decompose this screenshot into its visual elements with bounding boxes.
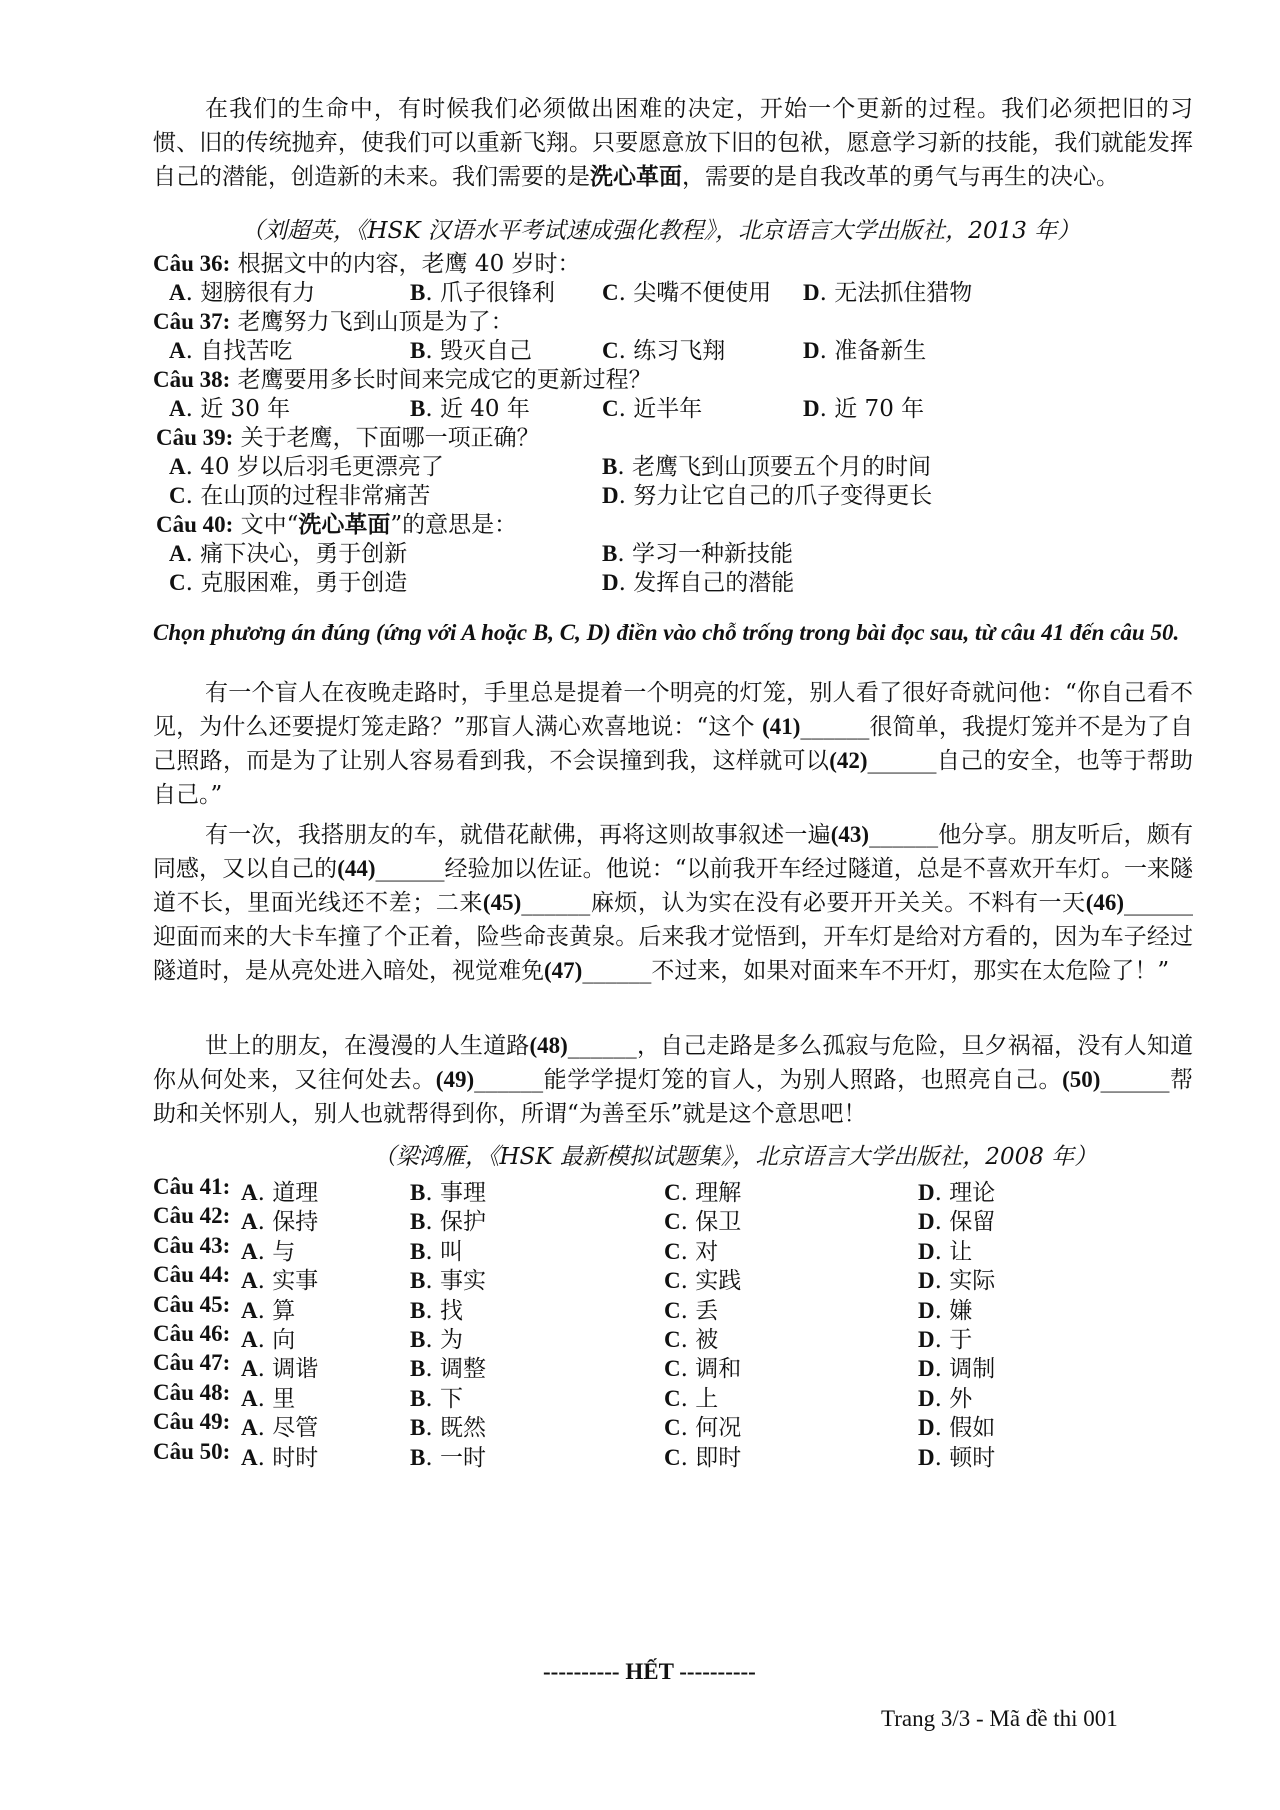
q46-option-a[interactable]: A. 向 [241,1327,296,1353]
cloze-instruction: Chọn phương án đúng (ứng với A hoặc B, C, D) điền vào chỗ trống trong bài đọc sau, từ câu 41 đến câu 50. [153,620,1180,645]
q48-option-c[interactable]: C. 上 [664,1385,719,1412]
q48-option-b[interactable]: B. 下 [410,1385,463,1412]
q42-option-d[interactable]: D. 保留 [918,1209,996,1236]
q43-option-b[interactable]: B. 叫 [410,1238,463,1265]
q40-option-c[interactable]: C. 克服困难，勇于创造 [169,570,408,596]
q43-option-c[interactable]: C. 对 [664,1238,719,1265]
q47-option-c[interactable]: C. 调和 [664,1356,742,1383]
q48-option-d[interactable]: D. 外 [918,1385,973,1412]
source-citation-1: （刘超英，《HSK 汉语水平考试速成强化教程》，北京语言大学出版社，2013 年） [241,218,1081,244]
q42-option-c[interactable]: C. 保卫 [664,1209,742,1236]
question-44: Câu 44: [153,1262,231,1288]
question-45: Câu 45: [153,1291,231,1317]
cloze-paragraph-3: 世上的朋友，在漫漫的人生道路(48)______，自己走路是多么孤寂与危险，旦夕祸福，没有人知道你从何处来，又往何处去。(49)______能学学提灯笼的盲人，为别人照路，也照亮自己。(50)______帮助和关怀别人，别人也就帮得到你，所谓“为善至乐”就是这个意思吧！ [153,1033,1194,1127]
intro-paragraph [153,92,1193,194]
q44-option-d[interactable]: D. 实际 [918,1268,996,1295]
q45-option-c[interactable]: C. 丢 [664,1297,719,1324]
intro-text-end: ，需要的是自我改革的勇气与再生的决心。 [682,164,1119,190]
q41-option-c[interactable]: C. 理解 [664,1180,742,1206]
q48-option-a[interactable]: A. 里 [241,1385,296,1412]
q50-option-a[interactable]: A. 时时 [241,1444,319,1471]
question-41: Câu 41: [153,1174,231,1199]
q46-option-c[interactable]: C. 被 [664,1327,719,1353]
q43-option-d[interactable]: D. 让 [918,1238,973,1265]
q44-option-c[interactable]: C. 实践 [664,1268,742,1295]
q36-option-c[interactable]: C. 尖嘴不便使用 [602,280,772,306]
q49-option-c[interactable]: C. 何况 [664,1415,742,1442]
q50-option-d[interactable]: D. 顿时 [918,1444,996,1471]
cloze-paragraph-1: 有一个盲人在夜晚走路时，手里总是提着一个明亮的灯笼，别人看了很好奇就问他：“你自己看不见，为什么还要提灯笼走路？”那盲人满心欢喜地说：“这个 (41)______很简单，我提灯笼并不是为了自己照路，而是为了让别人容易看到我，不会误撞到我，这样就可以(42)______自己的安全，也等于帮助自己。” [153,680,1194,808]
q39-option-c[interactable]: C. 在山顶的过程非常痛苦 [169,483,431,509]
question-42: Câu 42: [153,1203,231,1229]
q43-option-a[interactable]: A. 与 [241,1238,296,1265]
q39-option-d[interactable]: D. 努力让它自己的爪子变得更长 [602,483,933,509]
question-49: Câu 49: [153,1409,231,1435]
question-47: Câu 47: [153,1350,231,1376]
q36-option-a[interactable]: A. 翅膀很有力 [169,280,316,306]
question-40: Câu 40: 文中“洗心革面”的意思是： [156,511,518,538]
cloze-paragraph-2: 有一次，我搭朋友的车，就借花献佛，再将这则故事叙述一遍(43)______他分享。朋友听后，颇有同感，又以自己的(44)______经验加以佐证。他说：“以前我开车经过隧道，总是不喜欢开车灯。一来隧道不长，里面光线还不差；二来(45)______麻烦，认为实在没有必要开开关关。不料有一天(46)______迎面而来的大卡车撞了个正着，险些命丧黄泉。后来我才觉悟到，开车灯是给对方看的，因为车子经过隧道时，是从亮处进入暗处，视觉难免(47)______不过来，如果对面来车不开灯，那实在太危险了！” [153,822,1194,984]
intro-highlight: 洗心革面 [590,163,682,190]
q40-option-d[interactable]: D. 发挥自己的潜能 [602,570,795,596]
q42-option-a[interactable]: A. 保持 [241,1209,319,1236]
q44-option-a[interactable]: A. 实事 [241,1268,319,1295]
end-marker: ---------- HẾT ---------- [543,1659,756,1684]
q39-option-a[interactable]: A. 40 岁以后羽毛更漂亮了 [169,454,444,480]
q36-option-d[interactable]: D. 无法抓住猎物 [803,280,973,306]
q38-option-c[interactable]: C. 近半年 [602,396,703,422]
q38-option-b[interactable]: B. 近 40 年 [410,396,530,422]
q37-option-c[interactable]: C. 练习飞翔 [602,338,726,364]
q47-option-b[interactable]: B. 调整 [410,1356,486,1383]
q47-option-d[interactable]: D. 调制 [918,1356,996,1383]
q46-option-d[interactable]: D. 于 [918,1327,973,1353]
q40-option-b[interactable]: B. 学习一种新技能 [602,541,793,567]
question-36: Câu 36: 根据文中的内容，老鹰 40 岁时： [153,251,581,277]
q45-option-b[interactable]: B. 找 [410,1297,463,1324]
q37-option-d[interactable]: D. 准备新生 [803,338,927,364]
q41-option-a[interactable]: A. 道理 [241,1180,319,1206]
q37-option-a[interactable]: A. 自找苦吃 [169,338,293,364]
q40-option-a[interactable]: A. 痛下决心，勇于创新 [169,541,408,567]
q37-option-b[interactable]: B. 毁灭自己 [410,338,532,364]
q38-option-a[interactable]: A. 近 30 年 [169,396,291,422]
intro-text: 在我们的生命中，有时候我们必须做出困难的决定，开始一个更新的过程。我们必须把旧的习惯、旧的传统抛弃，使我们可以重新飞翔。只要愿意放下旧的包袱，愿意学习新的技能，我们就能发挥自己的潜能，创造新的未来。我们需要的是 [153,96,1193,190]
question-38: Câu 38: 老鹰要用多长时间来完成它的更新过程？ [153,367,652,393]
question-43: Câu 43: [153,1232,231,1258]
q38-option-d[interactable]: D. 近 70 年 [803,396,925,422]
q44-option-b[interactable]: B. 事实 [410,1268,486,1295]
q47-option-a[interactable]: A. 调谐 [241,1356,319,1383]
q49-option-b[interactable]: B. 既然 [410,1415,486,1442]
question-46: Câu 46: [153,1321,231,1346]
q45-option-a[interactable]: A. 算 [241,1297,296,1324]
question-48: Câu 48: [153,1379,231,1405]
q41-option-b[interactable]: B. 事理 [410,1180,486,1206]
q36-option-b[interactable]: B. 爪子很锋利 [410,280,555,306]
q46-option-b[interactable]: B. 为 [410,1327,463,1353]
q39-option-b[interactable]: B. 老鹰飞到山顶要五个月的时间 [602,454,931,480]
question-39: Câu 39: 关于老鹰，下面哪一项正确？ [156,425,540,451]
q42-option-b[interactable]: B. 保护 [410,1209,486,1236]
question-37: Câu 37: 老鹰努力飞到山顶是为了： [153,309,514,335]
q41-option-d[interactable]: D. 理论 [918,1180,996,1206]
q45-option-d[interactable]: D. 嫌 [918,1297,973,1324]
q49-option-d[interactable]: D. 假如 [918,1415,996,1442]
q50-option-b[interactable]: B. 一时 [410,1444,486,1471]
q50-option-c[interactable]: C. 即时 [664,1444,742,1471]
source-citation-2: （梁鸿雁，《HSK 最新模拟试题集》，北京语言大学出版社，2008 年） [373,1144,1098,1170]
question-50: Câu 50: [153,1438,231,1464]
page-footer: Trang 3/3 - Mã đề thi 001 [881,1706,1118,1731]
q49-option-a[interactable]: A. 尽管 [241,1415,319,1442]
